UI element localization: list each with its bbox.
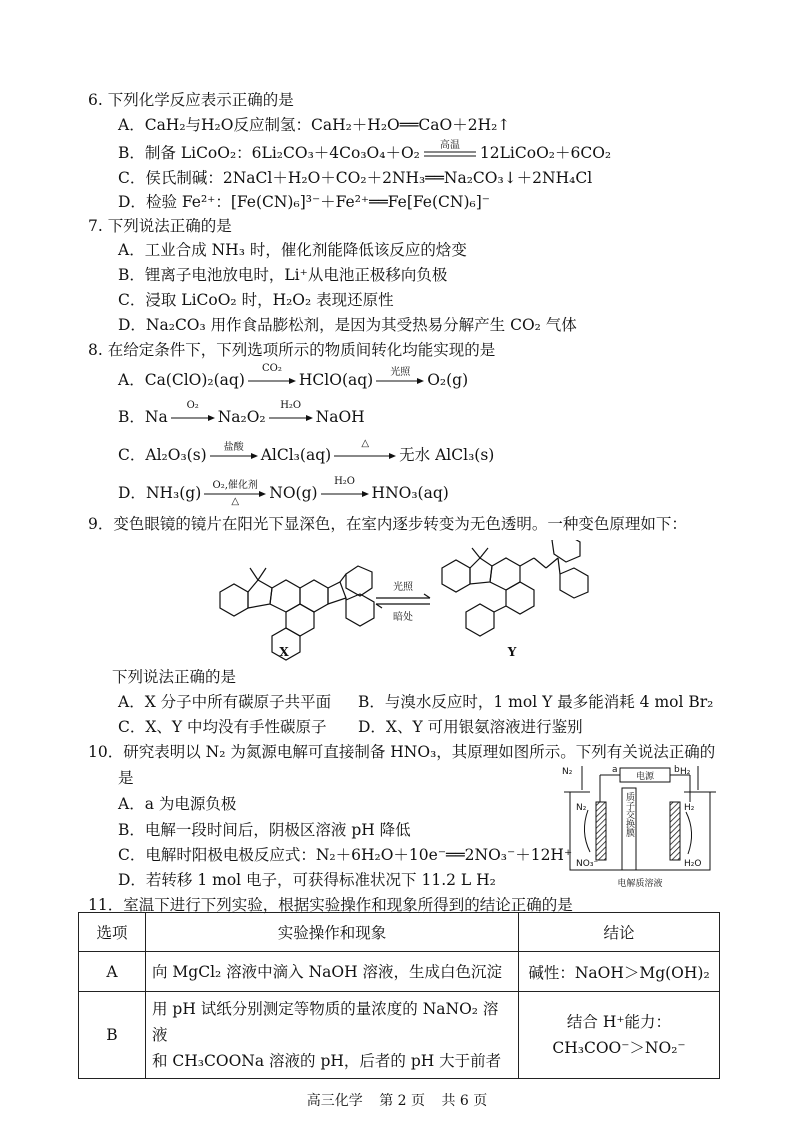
operation-line: 用 pH 试纸分别测定等物质的量浓度的 NaNO₂ 溶液 (152, 1000, 499, 1044)
option-text-rhs: 12LiCoO₂＋6CO₂ (479, 144, 612, 162)
reaction-arrow (268, 400, 314, 422)
option-label: B． (118, 144, 145, 162)
option-label: B． (118, 408, 145, 426)
option-text: 检验 Fe²⁺：[Fe(CN)₆]³⁻＋Fe²⁺══Fe[Fe(CN)₆]⁻ (145, 193, 490, 211)
option-text: 制备 LiCoO₂：6Li₂CO₃＋4Co₃O₄＋O₂ (144, 144, 420, 162)
header-operation: 实验操作和现象 (146, 913, 519, 952)
operation-line: 向 MgCl₂ 溶液中滴入 NaOH 溶液，生成白色沉淀 (152, 962, 503, 981)
q6-stem: 6. 下列化学反应表示正确的是 (88, 91, 294, 109)
q11-stem: 11．室温下进行下列实验，根据实验操作和现象所得到的结论正确的是 (88, 896, 573, 914)
row-option: A (79, 952, 146, 992)
q10-option-a: A．a 为电源负极 (118, 795, 237, 813)
table-header-row (79, 913, 720, 952)
reaction-arrow (203, 480, 267, 507)
substance: HNO₃(aq) (371, 484, 449, 502)
substance: NaOH (315, 408, 365, 426)
option-label: C． (118, 169, 146, 187)
terminal-a: a (612, 765, 618, 775)
right-arrow-icon (209, 452, 259, 460)
row-operation (146, 992, 519, 1079)
substance: NO(g) (269, 484, 318, 502)
option-text: CaH₂与H₂O反应制氢：CaH₂＋H₂O══CaO＋2H₂↑ (144, 116, 511, 134)
no3-label: NO₃⁻ (576, 859, 599, 869)
q8-option-b (118, 400, 365, 427)
condition-label: △ (361, 438, 370, 449)
condition-label: 盐酸 (223, 442, 244, 453)
option-text: 侯氏制碱：2NaCl＋H₂O＋CO₂＋2NH₃══Na₂CO₃↓＋2NH₄Cl (145, 169, 593, 187)
equilibrium-arrows (376, 594, 430, 608)
table-row (79, 992, 720, 1079)
substance: O₂(g) (427, 371, 469, 389)
double-line-icon (422, 150, 478, 158)
reaction-arrow (320, 476, 370, 498)
q9-option-d: D．X、Y 可用银氨溶液进行鉴别 (358, 718, 583, 736)
condition-label: O₂ (186, 400, 199, 411)
conclusion-line: 碱性：NaOH＞Mg(OH)₂ (528, 963, 710, 982)
q8-option-a (118, 363, 469, 390)
row-option: B (79, 992, 146, 1079)
q6-option-d (118, 190, 490, 212)
h2-flow-arrow (686, 812, 692, 854)
condition-label: CO₂ (261, 363, 282, 374)
q7-option-b: B．锂离子电池放电时，Li⁺从电池正极移向负极 (118, 266, 448, 284)
option-label: D． (118, 484, 146, 502)
header-option: 选项 (79, 913, 146, 952)
n2-top-label: N₂ (562, 767, 573, 777)
h2-in-label: H₂ (684, 803, 695, 813)
substance: Ca(ClO)₂(aq) (144, 371, 245, 389)
label-y: Y (507, 645, 517, 659)
right-arrow-icon (170, 414, 216, 422)
photochromic-reaction-figure (200, 540, 600, 670)
anode-electrode (596, 802, 606, 860)
q6-option-c (118, 166, 592, 188)
condition-label: 光照 (390, 367, 411, 378)
q9-sub-stem: 下列说法正确的是 (112, 668, 237, 686)
header-conclusion: 结论 (519, 913, 720, 952)
option-label: A． (118, 371, 145, 389)
cond-light: 光照 (393, 582, 413, 593)
conclusion-line: 结合 H⁺能力： (566, 1013, 672, 1031)
q10-option-c: C．电解时阳极电极反应式：N₂＋6H₂O＋10e⁻══2NO₃⁻＋12H⁺ (118, 846, 573, 864)
substance: AlCl₃(aq) (260, 446, 332, 464)
table-row (79, 952, 720, 992)
condition-label: O₂,催化剂 (212, 480, 258, 491)
right-arrow-icon (247, 377, 297, 385)
reaction-arrow (333, 438, 397, 460)
q9-stem: 9．变色眼镜的镜片在阳光下显深色，在室内逐步转变为无色透明。一种变色原理如下： (88, 515, 687, 533)
q8-option-d (118, 476, 449, 507)
operation-line: 和 CH₃COONa 溶液的 pH，后者的 pH 大于前者 (152, 1052, 502, 1070)
reaction-arrow (375, 367, 425, 385)
footer-total: 共 6 页 (441, 1093, 488, 1109)
reaction-arrow (247, 363, 297, 385)
row-operation (146, 952, 519, 992)
condition-label-below: △ (231, 496, 240, 507)
right-arrow-icon (375, 377, 425, 385)
row-conclusion (519, 992, 720, 1079)
option-label: D． (118, 193, 146, 211)
high-temp-equals (422, 140, 478, 158)
row-conclusion (519, 952, 720, 992)
experiment-table (78, 912, 720, 1079)
h2-top-label: H₂ (680, 767, 691, 777)
substance: Na (144, 408, 168, 426)
substance: Na₂O₂ (217, 408, 266, 426)
condition-label: 高温 (439, 140, 460, 151)
q10-stem: 10．研究表明以 N₂ 为氮源电解可直接制备 HNO₃，其原理如图所示。下列有关说法正确的 (88, 743, 716, 761)
right-arrow-icon (268, 414, 314, 422)
n2-flow-arrow (584, 810, 590, 852)
q9-option-a: A．X 分子中所有碳原子共平面 (118, 693, 332, 711)
substance: HClO(aq) (298, 371, 374, 389)
right-arrow-icon (333, 452, 397, 460)
terminal-b: b (674, 765, 680, 775)
footer-page: 第 2 页 (379, 1093, 425, 1109)
q7-option-d: D．Na₂CO₃ 用作食品膨松剂，是因为其受热易分解产生 CO₂ 气体 (118, 316, 577, 334)
molecule-y-structure (442, 540, 588, 636)
n2-in-label: N₂ (576, 803, 587, 813)
q8-stem: 8. 在给定条件下，下列选项所示的物质间转化均能实现的是 (88, 341, 496, 359)
q7-option-c: C．浸取 LiCoO₂ 时，H₂O₂ 表现还原性 (118, 291, 394, 309)
power-label: 电源 (635, 772, 655, 782)
membrane-label: 质子交换膜 (624, 792, 634, 837)
q10-option-d: D．若转移 1 mol 电子，可获得标准状况下 11.2 L H₂ (118, 871, 496, 889)
substance: NH₃(g) (145, 484, 202, 502)
substance: Al₂O₃(s) (145, 446, 207, 464)
condition-label: H₂O (280, 400, 302, 411)
molecule-x-structure (220, 566, 374, 660)
q7-option-a: A．工业合成 NH₃ 时，催化剂能降低该反应的焓变 (118, 241, 467, 259)
q6-option-b (118, 141, 611, 163)
q7-stem: 7. 下列说法正确的是 (88, 217, 232, 235)
q6-option-a (118, 113, 510, 135)
option-label: C． (118, 446, 146, 464)
h2o-label: H₂O (684, 859, 702, 869)
conclusion-line: CH₃COO⁻＞NO₂⁻ (552, 1039, 686, 1057)
reaction-arrow (209, 442, 259, 460)
option-label: A． (118, 116, 145, 134)
cathode-electrode (670, 802, 680, 860)
cond-dark: 暗处 (393, 612, 413, 623)
right-arrow-icon (320, 490, 370, 498)
q9-option-b: B．与溴水反应时，1 mol Y 最多能消耗 4 mol Br₂ (358, 693, 714, 711)
electrolyte-label: 电解质溶液 (617, 879, 663, 889)
q10-option-b: B．电解一段时间后，阴极区溶液 pH 降低 (118, 821, 411, 839)
condition-label: H₂O (334, 476, 356, 487)
substance: 无水 AlCl₃(s) (399, 446, 495, 464)
electrolysis-diagram (560, 762, 720, 894)
q9-option-c: C．X、Y 中均没有手性碳原子 (118, 718, 327, 736)
q8-option-c (118, 438, 495, 465)
footer-subject: 高三化学 (306, 1093, 363, 1109)
q10-stem-cont: 是 (118, 769, 134, 787)
label-x: X (279, 645, 289, 659)
page-footer (0, 1090, 794, 1110)
reaction-arrow (170, 400, 216, 422)
